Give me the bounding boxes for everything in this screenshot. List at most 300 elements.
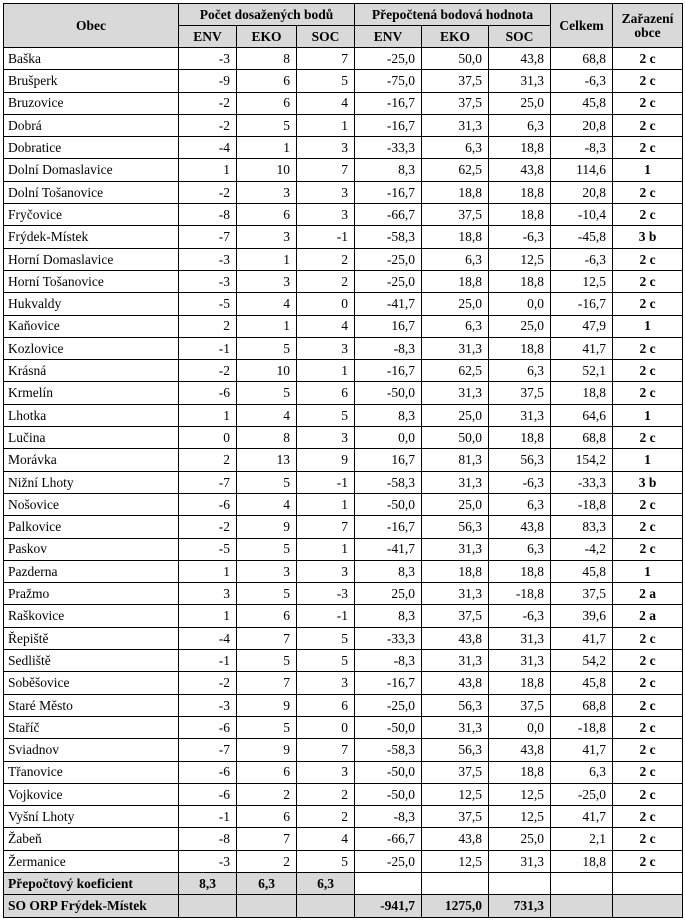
- p-soc-cell: -6,3: [489, 226, 551, 248]
- coefficient-row: [4, 872, 683, 894]
- p-eko-cell: 62,5: [422, 159, 489, 181]
- env-cell: -5: [179, 293, 237, 315]
- zarazeni-cell: 2 c: [613, 70, 683, 92]
- p-soc-cell: 18,8: [489, 761, 551, 783]
- p-soc-cell: 18,8: [489, 270, 551, 292]
- env-cell: -6: [179, 493, 237, 515]
- p-env-cell: -8,3: [355, 337, 422, 359]
- soc-cell: 4: [297, 315, 355, 337]
- table-row: [4, 694, 683, 716]
- p-soc-cell: 37,5: [489, 694, 551, 716]
- p-eko-cell: 18,8: [422, 560, 489, 582]
- soc-cell: 6: [297, 694, 355, 716]
- celkem-cell: 83,3: [551, 516, 613, 538]
- total-p-soc: 731,3: [489, 895, 551, 917]
- eko-cell: 5: [237, 583, 297, 605]
- table-row: [4, 337, 683, 359]
- header-zarazeni-line2: obce: [634, 24, 661, 40]
- celkem-cell: 6,3: [551, 761, 613, 783]
- p-env-cell: -16,7: [355, 114, 422, 136]
- p-soc-cell: 12,5: [489, 248, 551, 270]
- p-eko-cell: 25,0: [422, 404, 489, 426]
- zarazeni-cell: 2 c: [613, 716, 683, 738]
- soc-cell: 3: [297, 560, 355, 582]
- p-env-cell: 8,3: [355, 605, 422, 627]
- zarazeni-cell: 3 b: [613, 226, 683, 248]
- zarazeni-cell: 2 c: [613, 137, 683, 159]
- p-soc-cell: 0,0: [489, 293, 551, 315]
- eko-cell: 9: [237, 739, 297, 761]
- env-cell: -5: [179, 538, 237, 560]
- obec-cell: Kozlovice: [4, 337, 179, 359]
- p-eko-cell: 31,3: [422, 650, 489, 672]
- zarazeni-cell: 2 c: [613, 761, 683, 783]
- obec-cell: Horní Domaslavice: [4, 248, 179, 270]
- soc-cell: 6: [297, 382, 355, 404]
- obec-cell: Nošovice: [4, 493, 179, 515]
- env-cell: 1: [179, 605, 237, 627]
- soc-cell: 7: [297, 516, 355, 538]
- table-row: [4, 92, 683, 114]
- zarazeni-cell: 1: [613, 404, 683, 426]
- p-env-cell: -8,3: [355, 650, 422, 672]
- p-soc-cell: 31,3: [489, 650, 551, 672]
- empty-cell: [237, 895, 297, 917]
- eko-cell: 7: [237, 672, 297, 694]
- soc-cell: 7: [297, 159, 355, 181]
- soc-cell: -1: [297, 471, 355, 493]
- celkem-cell: -18,8: [551, 493, 613, 515]
- celkem-cell: -16,7: [551, 293, 613, 315]
- celkem-cell: 47,9: [551, 315, 613, 337]
- empty-cell: [179, 895, 237, 917]
- p-env-cell: -25,0: [355, 48, 422, 70]
- p-soc-cell: 43,8: [489, 516, 551, 538]
- obec-cell: Morávka: [4, 449, 179, 471]
- header-pocet-group: Počet dosažených bodů: [179, 4, 355, 26]
- table-header: [4, 4, 683, 48]
- soc-cell: 0: [297, 716, 355, 738]
- table-row: [4, 761, 683, 783]
- header-p-env: ENV: [355, 26, 422, 48]
- eko-cell: 10: [237, 360, 297, 382]
- table-row: [4, 471, 683, 493]
- celkem-cell: 18,8: [551, 382, 613, 404]
- env-cell: -3: [179, 48, 237, 70]
- soc-cell: 2: [297, 783, 355, 805]
- p-eko-cell: 18,8: [422, 181, 489, 203]
- celkem-cell: 37,5: [551, 583, 613, 605]
- table-row: [4, 739, 683, 761]
- celkem-cell: 41,7: [551, 806, 613, 828]
- p-eko-cell: 37,5: [422, 761, 489, 783]
- soc-cell: 1: [297, 360, 355, 382]
- p-soc-cell: -6,3: [489, 605, 551, 627]
- obec-cell: Krásná: [4, 360, 179, 382]
- header-zarazeni: [613, 4, 683, 48]
- obec-cell: Dobratice: [4, 137, 179, 159]
- zarazeni-cell: 2 c: [613, 739, 683, 761]
- p-env-cell: -58,3: [355, 739, 422, 761]
- celkem-cell: -10,4: [551, 204, 613, 226]
- p-soc-cell: 43,8: [489, 739, 551, 761]
- celkem-cell: 12,5: [551, 270, 613, 292]
- zarazeni-cell: 1: [613, 560, 683, 582]
- obec-cell: Dobrá: [4, 114, 179, 136]
- zarazeni-cell: 2 c: [613, 672, 683, 694]
- env-cell: -2: [179, 672, 237, 694]
- p-soc-cell: 6,3: [489, 114, 551, 136]
- p-env-cell: -41,7: [355, 538, 422, 560]
- obec-cell: Pazderna: [4, 560, 179, 582]
- obec-cell: Dolní Tošanovice: [4, 181, 179, 203]
- celkem-cell: -45,8: [551, 226, 613, 248]
- obec-cell: Raškovice: [4, 605, 179, 627]
- celkem-cell: 45,8: [551, 92, 613, 114]
- p-env-cell: 16,7: [355, 449, 422, 471]
- soc-cell: 5: [297, 627, 355, 649]
- eko-cell: 1: [237, 137, 297, 159]
- p-env-cell: -8,3: [355, 806, 422, 828]
- p-soc-cell: 18,8: [489, 337, 551, 359]
- p-env-cell: -25,0: [355, 270, 422, 292]
- p-soc-cell: 18,8: [489, 672, 551, 694]
- p-eko-cell: 56,3: [422, 516, 489, 538]
- table-row: [4, 360, 683, 382]
- table-row: [4, 493, 683, 515]
- zarazeni-cell: 2 c: [613, 650, 683, 672]
- zarazeni-cell: 2 c: [613, 382, 683, 404]
- soc-cell: 5: [297, 650, 355, 672]
- empty-cell: [613, 872, 683, 894]
- table-row: [4, 181, 683, 203]
- soc-cell: 7: [297, 48, 355, 70]
- empty-cell: [297, 895, 355, 917]
- zarazeni-cell: 2 c: [613, 828, 683, 850]
- p-eko-cell: 31,3: [422, 716, 489, 738]
- p-eko-cell: 6,3: [422, 248, 489, 270]
- table-row: [4, 204, 683, 226]
- p-env-cell: -16,7: [355, 92, 422, 114]
- table-row: [4, 716, 683, 738]
- p-env-cell: -66,7: [355, 828, 422, 850]
- celkem-cell: 20,8: [551, 114, 613, 136]
- env-cell: -8: [179, 204, 237, 226]
- empty-cell: [489, 872, 551, 894]
- soc-cell: 2: [297, 806, 355, 828]
- zarazeni-cell: 1: [613, 449, 683, 471]
- soc-cell: 1: [297, 114, 355, 136]
- empty-cell: [422, 872, 489, 894]
- header-obec: Obec: [4, 4, 179, 48]
- obec-cell: Brušperk: [4, 70, 179, 92]
- p-env-cell: 8,3: [355, 404, 422, 426]
- p-soc-cell: 56,3: [489, 449, 551, 471]
- p-env-cell: -50,0: [355, 716, 422, 738]
- env-cell: -4: [179, 137, 237, 159]
- celkem-cell: 41,7: [551, 739, 613, 761]
- soc-cell: 2: [297, 270, 355, 292]
- p-eko-cell: 31,3: [422, 382, 489, 404]
- obec-cell: Třanovice: [4, 761, 179, 783]
- env-cell: -3: [179, 248, 237, 270]
- zarazeni-cell: 2 c: [613, 538, 683, 560]
- p-env-cell: 8,3: [355, 560, 422, 582]
- p-eko-cell: 43,8: [422, 627, 489, 649]
- soc-cell: 3: [297, 137, 355, 159]
- zarazeni-cell: 2 a: [613, 605, 683, 627]
- eko-cell: 3: [237, 226, 297, 248]
- celkem-cell: 45,8: [551, 560, 613, 582]
- eko-cell: 7: [237, 828, 297, 850]
- table-row: [4, 404, 683, 426]
- env-cell: -2: [179, 181, 237, 203]
- zarazeni-cell: 2 c: [613, 427, 683, 449]
- celkem-cell: -25,0: [551, 783, 613, 805]
- zarazeni-cell: 2 c: [613, 806, 683, 828]
- celkem-cell: -18,8: [551, 716, 613, 738]
- p-soc-cell: 25,0: [489, 92, 551, 114]
- p-env-cell: -50,0: [355, 783, 422, 805]
- soc-cell: 3: [297, 337, 355, 359]
- eko-cell: 5: [237, 650, 297, 672]
- env-cell: -3: [179, 270, 237, 292]
- p-soc-cell: 25,0: [489, 828, 551, 850]
- obec-cell: Lhotka: [4, 404, 179, 426]
- p-soc-cell: 31,3: [489, 70, 551, 92]
- env-cell: -8: [179, 828, 237, 850]
- celkem-cell: 64,6: [551, 404, 613, 426]
- eko-cell: 3: [237, 181, 297, 203]
- soc-cell: 5: [297, 850, 355, 872]
- table-row: [4, 850, 683, 872]
- p-env-cell: -50,0: [355, 493, 422, 515]
- eko-cell: 5: [237, 471, 297, 493]
- p-soc-cell: 43,8: [489, 159, 551, 181]
- table-row: [4, 248, 683, 270]
- empty-cell: [355, 872, 422, 894]
- p-soc-cell: 6,3: [489, 360, 551, 382]
- eko-cell: 3: [237, 270, 297, 292]
- table-row: [4, 48, 683, 70]
- table-row: [4, 605, 683, 627]
- p-eko-cell: 43,8: [422, 672, 489, 694]
- p-soc-cell: 18,8: [489, 181, 551, 203]
- zarazeni-cell: 2 c: [613, 204, 683, 226]
- eko-cell: 6: [237, 92, 297, 114]
- table-row: [4, 70, 683, 92]
- table-row: [4, 270, 683, 292]
- soc-cell: 5: [297, 70, 355, 92]
- env-cell: -6: [179, 716, 237, 738]
- celkem-cell: 154,2: [551, 449, 613, 471]
- p-env-cell: -25,0: [355, 248, 422, 270]
- p-soc-cell: 12,5: [489, 806, 551, 828]
- p-env-cell: -16,7: [355, 360, 422, 382]
- env-cell: 1: [179, 560, 237, 582]
- eko-cell: 5: [237, 382, 297, 404]
- soc-cell: 1: [297, 493, 355, 515]
- obec-cell: Fryčovice: [4, 204, 179, 226]
- coefficient-label: Přepočtový koeficient: [4, 872, 179, 894]
- p-eko-cell: 31,3: [422, 538, 489, 560]
- obec-cell: Nižní Lhoty: [4, 471, 179, 493]
- table-row: [4, 560, 683, 582]
- p-env-cell: 16,7: [355, 315, 422, 337]
- eko-cell: 8: [237, 427, 297, 449]
- env-cell: -7: [179, 471, 237, 493]
- env-cell: 2: [179, 315, 237, 337]
- p-env-cell: -33,3: [355, 137, 422, 159]
- p-soc-cell: 37,5: [489, 382, 551, 404]
- p-eko-cell: 37,5: [422, 204, 489, 226]
- celkem-cell: 45,8: [551, 672, 613, 694]
- table-row: [4, 538, 683, 560]
- soc-cell: 3: [297, 761, 355, 783]
- table-row: [4, 449, 683, 471]
- zarazeni-cell: 1: [613, 315, 683, 337]
- p-env-cell: -25,0: [355, 850, 422, 872]
- p-soc-cell: 0,0: [489, 716, 551, 738]
- table-row: [4, 226, 683, 248]
- env-cell: -1: [179, 650, 237, 672]
- p-soc-cell: 6,3: [489, 538, 551, 560]
- obec-cell: Vyšní Lhoty: [4, 806, 179, 828]
- coefficient-eko: 6,3: [237, 872, 297, 894]
- p-soc-cell: -18,8: [489, 583, 551, 605]
- celkem-cell: -4,2: [551, 538, 613, 560]
- table-row: [4, 672, 683, 694]
- p-soc-cell: 18,8: [489, 427, 551, 449]
- header-env: ENV: [179, 26, 237, 48]
- p-eko-cell: 43,8: [422, 828, 489, 850]
- table-row: [4, 806, 683, 828]
- eko-cell: 1: [237, 315, 297, 337]
- header-p-eko: EKO: [422, 26, 489, 48]
- zarazeni-cell: 2 c: [613, 48, 683, 70]
- env-cell: 3: [179, 583, 237, 605]
- zarazeni-cell: 1: [613, 159, 683, 181]
- soc-cell: -1: [297, 226, 355, 248]
- env-cell: -3: [179, 850, 237, 872]
- soc-cell: 3: [297, 204, 355, 226]
- empty-cell: [551, 872, 613, 894]
- p-soc-cell: 18,8: [489, 560, 551, 582]
- zarazeni-cell: 2 c: [613, 493, 683, 515]
- header-eko: EKO: [237, 26, 297, 48]
- obec-cell: Sedliště: [4, 650, 179, 672]
- p-env-cell: -66,7: [355, 204, 422, 226]
- p-env-cell: -16,7: [355, 516, 422, 538]
- env-cell: -7: [179, 739, 237, 761]
- celkem-cell: 68,8: [551, 694, 613, 716]
- celkem-cell: -6,3: [551, 70, 613, 92]
- eko-cell: 4: [237, 493, 297, 515]
- header-soc: SOC: [297, 26, 355, 48]
- table-row: [4, 114, 683, 136]
- p-env-cell: 0,0: [355, 427, 422, 449]
- eko-cell: 5: [237, 114, 297, 136]
- celkem-cell: 52,1: [551, 360, 613, 382]
- zarazeni-cell: 2 c: [613, 114, 683, 136]
- celkem-cell: 41,7: [551, 337, 613, 359]
- env-cell: -6: [179, 761, 237, 783]
- p-soc-cell: -6,3: [489, 471, 551, 493]
- celkem-cell: 2,1: [551, 828, 613, 850]
- zarazeni-cell: 3 b: [613, 471, 683, 493]
- zarazeni-cell: 2 c: [613, 248, 683, 270]
- p-eko-cell: 37,5: [422, 806, 489, 828]
- obec-cell: Baška: [4, 48, 179, 70]
- p-eko-cell: 37,5: [422, 70, 489, 92]
- table-row: [4, 382, 683, 404]
- celkem-cell: 68,8: [551, 427, 613, 449]
- soc-cell: 9: [297, 449, 355, 471]
- p-soc-cell: 12,5: [489, 783, 551, 805]
- soc-cell: 4: [297, 92, 355, 114]
- p-eko-cell: 18,8: [422, 226, 489, 248]
- eko-cell: 9: [237, 694, 297, 716]
- p-eko-cell: 25,0: [422, 293, 489, 315]
- soc-cell: 3: [297, 181, 355, 203]
- env-cell: -4: [179, 627, 237, 649]
- p-eko-cell: 6,3: [422, 137, 489, 159]
- env-cell: -7: [179, 226, 237, 248]
- env-cell: -1: [179, 806, 237, 828]
- obec-cell: Hukvaldy: [4, 293, 179, 315]
- zarazeni-cell: 2 c: [613, 783, 683, 805]
- env-cell: -6: [179, 382, 237, 404]
- eko-cell: 5: [237, 716, 297, 738]
- celkem-cell: 20,8: [551, 181, 613, 203]
- p-env-cell: -50,0: [355, 761, 422, 783]
- obec-cell: Frýdek-Místek: [4, 226, 179, 248]
- p-eko-cell: 37,5: [422, 605, 489, 627]
- env-cell: 0: [179, 427, 237, 449]
- env-cell: -6: [179, 783, 237, 805]
- obec-cell: Palkovice: [4, 516, 179, 538]
- p-soc-cell: 31,3: [489, 850, 551, 872]
- p-eko-cell: 56,3: [422, 739, 489, 761]
- zarazeni-cell: 2 c: [613, 293, 683, 315]
- eko-cell: 4: [237, 293, 297, 315]
- p-env-cell: -58,3: [355, 226, 422, 248]
- obec-cell: Horní Tošanovice: [4, 270, 179, 292]
- zarazeni-cell: 2 c: [613, 92, 683, 114]
- obec-cell: Kaňovice: [4, 315, 179, 337]
- obec-cell: Paskov: [4, 538, 179, 560]
- p-eko-cell: 12,5: [422, 850, 489, 872]
- obec-cell: Pražmo: [4, 583, 179, 605]
- obec-cell: Bruzovice: [4, 92, 179, 114]
- obec-cell: Staříč: [4, 716, 179, 738]
- celkem-cell: 41,7: [551, 627, 613, 649]
- header-prepoctena-group: Přepočtená bodová hodnota: [355, 4, 551, 26]
- eko-cell: 2: [237, 850, 297, 872]
- eko-cell: 8: [237, 48, 297, 70]
- p-soc-cell: 43,8: [489, 48, 551, 70]
- table-row: [4, 583, 683, 605]
- celkem-cell: -8,3: [551, 137, 613, 159]
- zarazeni-cell: 2 c: [613, 270, 683, 292]
- eko-cell: 2: [237, 783, 297, 805]
- soc-cell: 4: [297, 828, 355, 850]
- eko-cell: 5: [237, 337, 297, 359]
- table-row: [4, 315, 683, 337]
- p-soc-cell: 25,0: [489, 315, 551, 337]
- header-p-soc: SOC: [489, 26, 551, 48]
- p-env-cell: -25,0: [355, 694, 422, 716]
